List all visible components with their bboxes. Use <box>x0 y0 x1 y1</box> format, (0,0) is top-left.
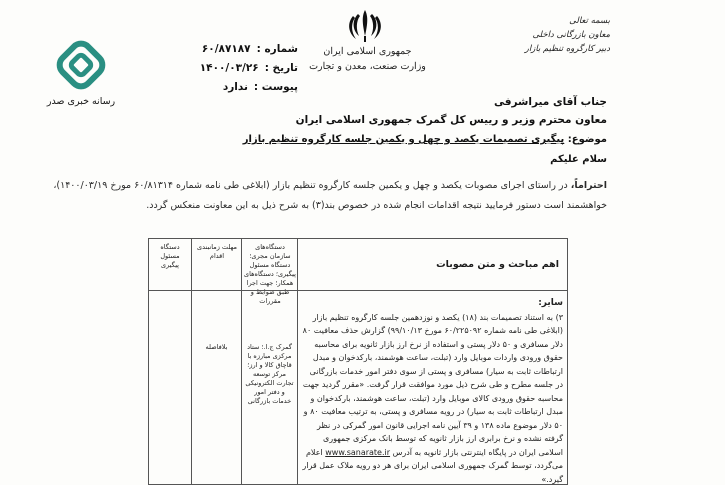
subject-line <box>47 134 607 145</box>
ministry-header <box>300 44 435 74</box>
meta-number-row <box>148 40 298 59</box>
paragraph-lead: احتراماً، <box>570 180 607 191</box>
resolution-text-end: اعلام می‌گردد، توسط گمرک جمهوری اسلامی ایران برای هر دو رویه ملاک عمل قرار گیرد.» <box>302 447 563 484</box>
logo-icon <box>54 38 108 92</box>
subject-text: پیگیری تصمیمات یکصد و چهل و یکمین جلسه کارگروه تنظیم بازار <box>242 134 565 145</box>
ministry-line-2: وزارت صنعت، معدن و تجارت <box>309 61 426 72</box>
note-line-1: بسمه تعالی <box>569 16 610 26</box>
logo-text: رسانه خبری صدر <box>46 96 116 107</box>
recipient: معاون محترم وزیر و رییس کل گمرک جمهوری اسلامی ایران <box>295 114 607 126</box>
resolutions-table <box>148 238 568 485</box>
iran-emblem-icon <box>345 6 385 46</box>
attachment-label: پیوست : <box>253 81 298 93</box>
date-value: ۱۴۰۰/۰۳/۲۶ <box>199 62 259 74</box>
attachment-value: ندارد <box>222 81 248 93</box>
header-executor: دستگاه‌های سازمان مجری؛ دستگاه مسئول پیگیری؛ دستگاه‌های همکار؛ جهت اجرا طبق ضوابط و مقررات <box>244 243 296 305</box>
meta-date-row <box>148 59 298 78</box>
table-header-divider <box>149 239 567 291</box>
executor-cell: گمرک ج.ا.؛ ستاد مرکزی مبارزه با قاچاق کالا و ارز؛ مرکز توسعه تجارت الکترونیکی و دفتر امور خدمات بازرگانی <box>245 343 294 405</box>
greeting: سلام علیکم <box>550 154 607 165</box>
note-line-3: دبیر کارگروه تنظیم بازار <box>524 44 610 54</box>
meta-attachment-row <box>148 78 298 97</box>
paragraph-text: در راستای اجرای مصوبات یکصد و چهل و یکمین جلسه کارگروه تنظیم بازار (ابلاغی طی نامه شماره ۶۰/۸۱۳۱۴ مورخ ۱۴۰۰/۰۳/۱۹)، خواهشمند است دستور فرمایید نتیجه اقدامات انجام شده در خصوص بند(۳) به شرح ذیل به این معاونت منعکس گردد. <box>53 180 607 211</box>
handwritten-notes <box>490 14 610 56</box>
letter-meta <box>148 40 298 97</box>
header-resolutions: اهم مباحث و متن مصوبات <box>436 259 559 270</box>
resolution-body <box>301 297 563 485</box>
deadline-cell: بلافاصله <box>205 343 228 351</box>
subject-label: موضوع: <box>567 134 607 145</box>
ministry-line-1: جمهوری اسلامی ایران <box>323 46 412 57</box>
resolution-text: ۳) به استناد تصمیمات بند (۱۸) یکصد و نوزدهمین جلسه کارگروه تنظیم بازار (ابلاغی طی نامه شماره ۶۰/۲۲۵۰۹۲ مورخ ۹۹/۱۰/۱۳) گزارش حذف معافیت ۸۰ دلار مسافری و ۵۰ دلار پستی و استفاده از نرخ ارز بازار ثانویه برای محاسبه حقوق ورودی واردات موبایل وارد (تبلت، ساعت هوشمند، بارکدخوان و مبدل ارتباطات ثابت به سیار) مسافری و پستی از سوی دفتر امور خدمات بازرگانی در جلسه مطرح و طی شرح ذیل مورد موافقت قرار گرفت. «مقرر گردید جهت محاسبه حقوق ورودی کالای موبایل وارد (تبلت، ساعت هوشمند، بارکدخوان و مبدل ارتباطات ثابت به سیار) در رویه مسافری و پستی، به ترتیب معافیت ۸۰ و ۵۰ دلار موضوع ماده ۱۳۸ و ۳۹ آیین نامه اجرایی قانون امور گمرکی در نظر گرفته نشده و نرخ برابری ارز بازار ثانویه که توسط بانک مرکزی جمهوری اسلامی ایران در پایگاه اینترنتی بازار ثانویه به آدرس <box>302 312 563 457</box>
date-label: تاریخ : <box>264 62 298 74</box>
header-deadline: مهلت زمانبندی اقدام <box>197 243 237 260</box>
number-label: شماره : <box>256 43 298 55</box>
letter-paragraph <box>47 176 607 216</box>
salutation: جناب آقای میراشرفی <box>494 96 607 108</box>
number-value: ۶۰/۸۷۱۸۷ <box>201 43 251 55</box>
resolution-subtitle: سایر: <box>538 298 563 308</box>
header-responsible: دستگاه مسئول پیگیری <box>160 243 180 269</box>
resolution-link: www.sanarate.ir <box>325 447 391 457</box>
note-line-2: معاون بازرگانی داخلی <box>532 30 610 40</box>
